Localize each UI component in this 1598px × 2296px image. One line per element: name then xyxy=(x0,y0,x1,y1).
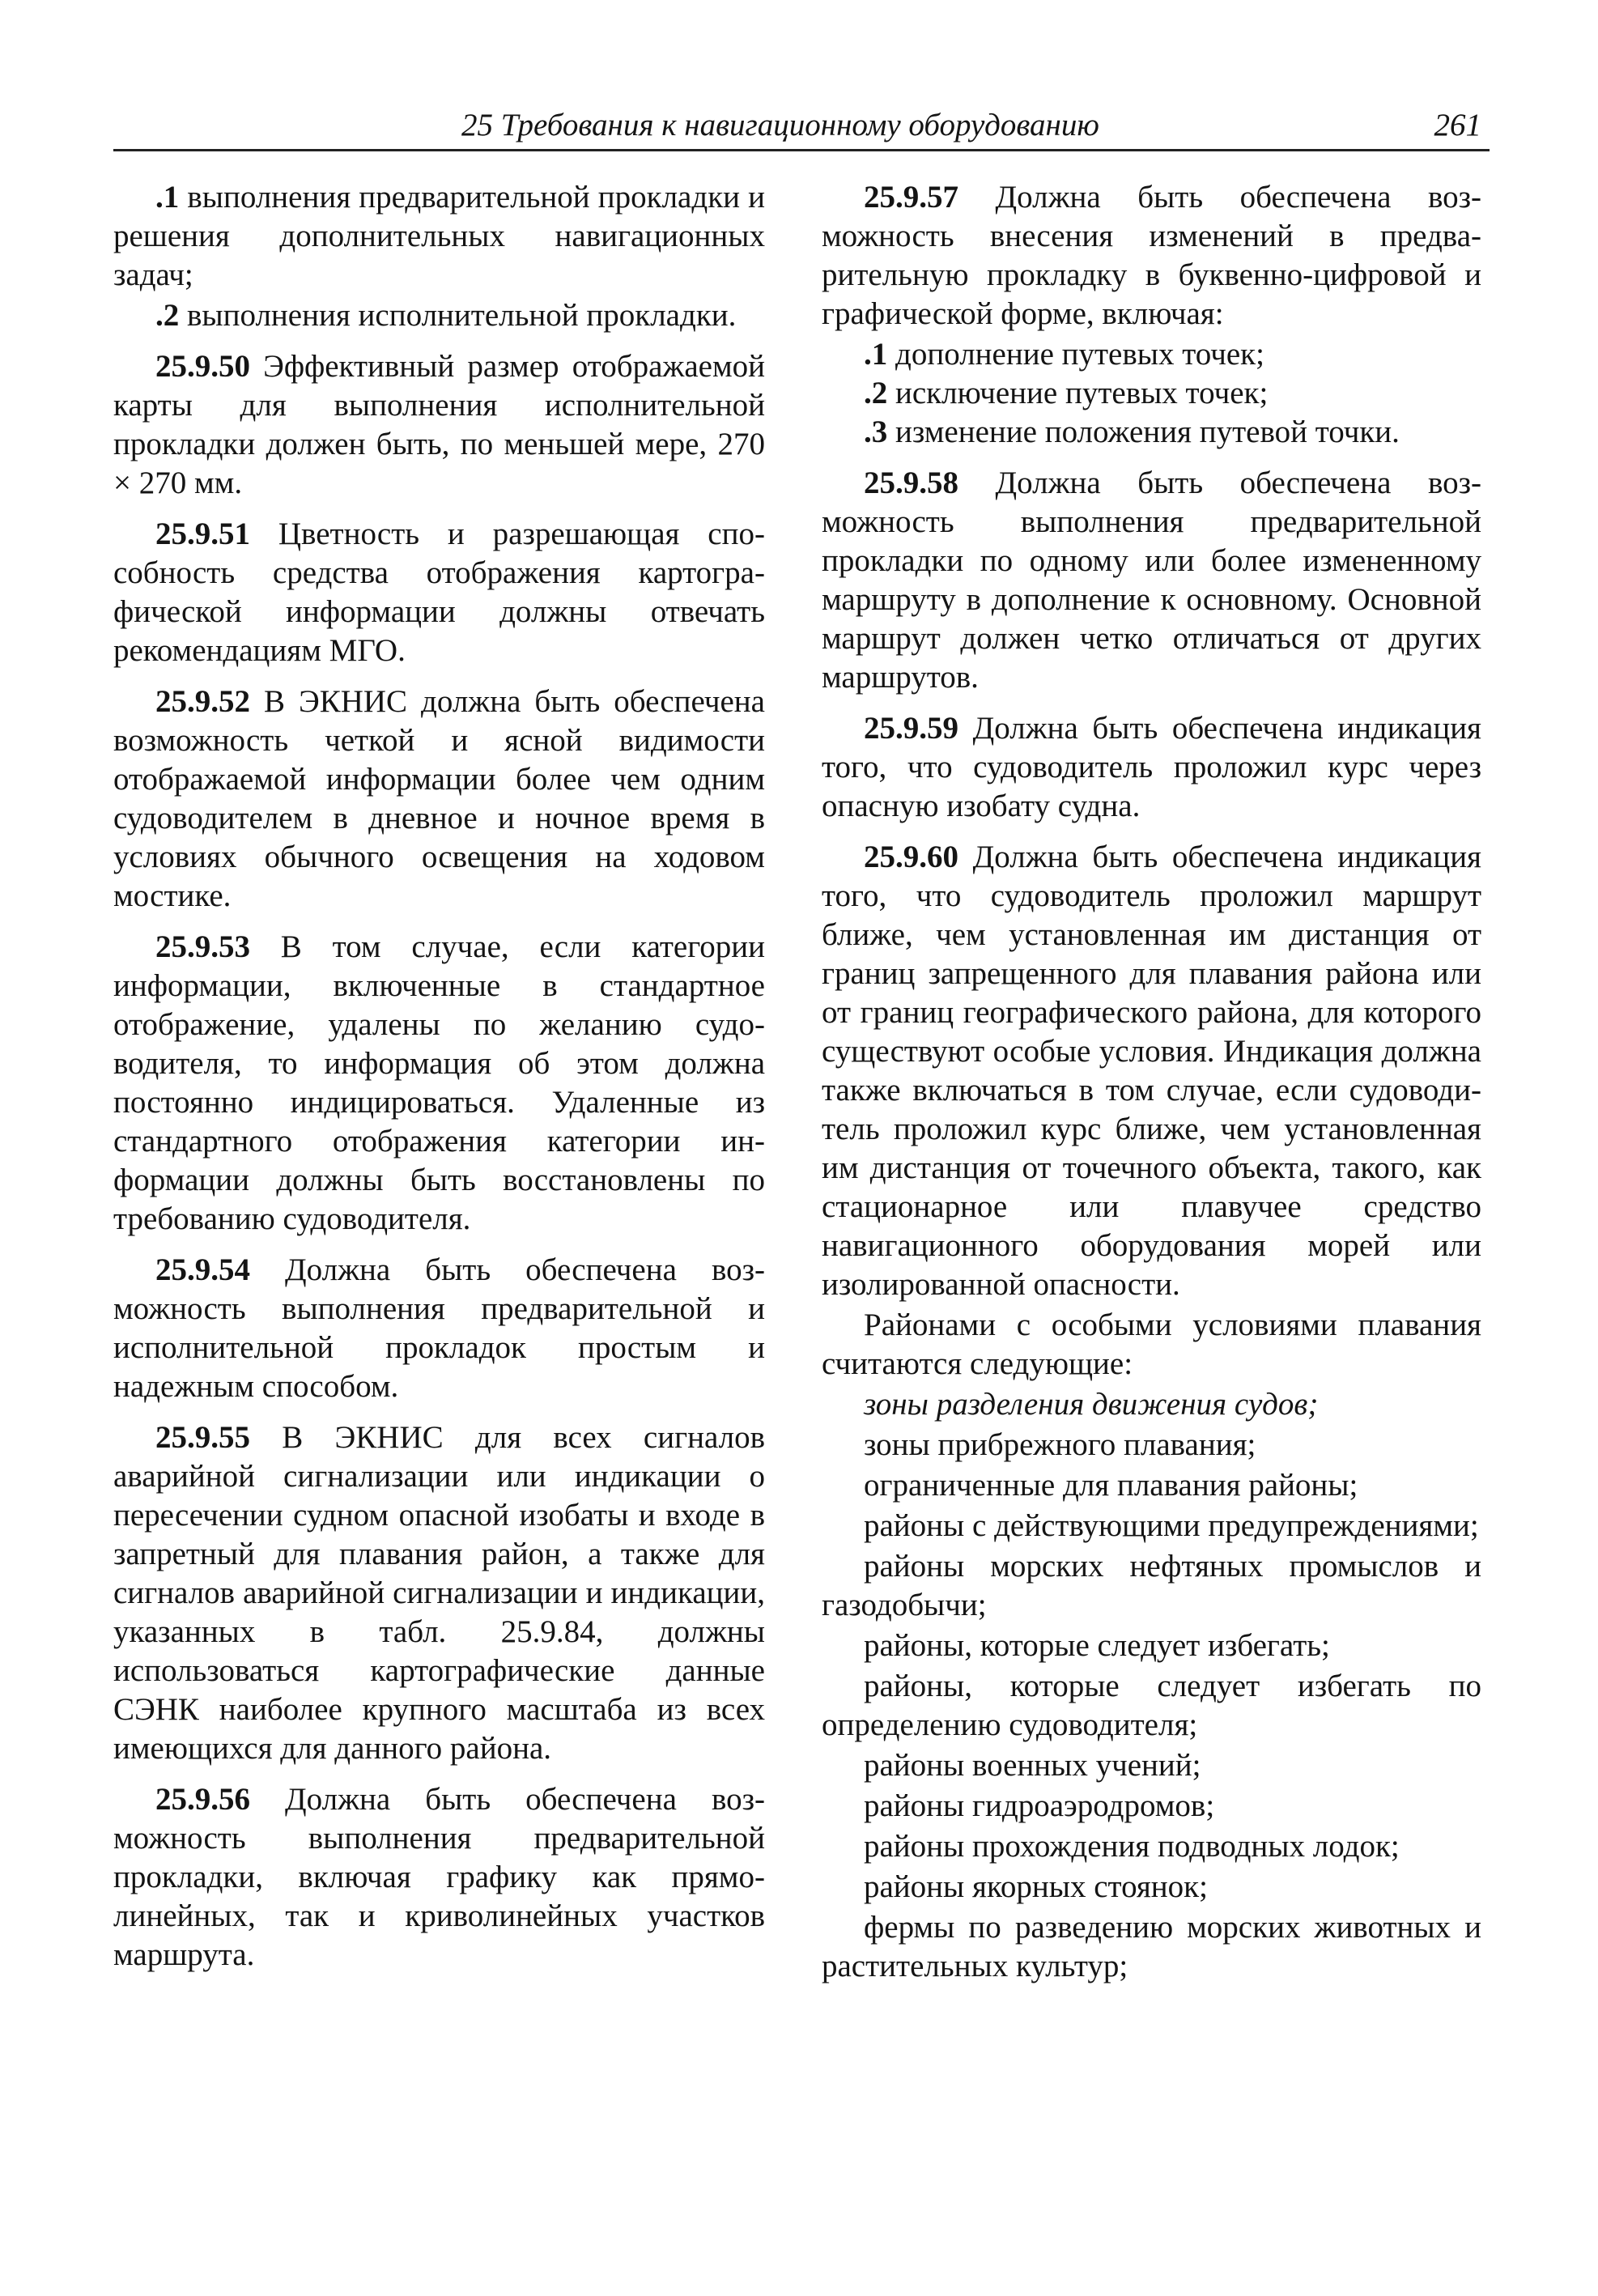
area-item: районы гидроаэродромов; xyxy=(864,1788,1215,1823)
paragraph-text: Должна быть обеспечена возможность выполнения предварительной прокладки, включая графику как прямолинейных, так и криволинейных участков маршрута. xyxy=(113,1782,765,1972)
list-item xyxy=(113,296,765,335)
item-text: изменение положения путевой точки. xyxy=(887,415,1400,449)
area-item: фермы по разведению морских животных и растительных культур; xyxy=(822,1910,1481,1983)
paragraph-text: Должна быть обеспечена возможность выполнения предварительной прокладки по одному или более измененному маршруту в дополнение к основному. Основной маршрут должен четко отличаться от других маршрутов. xyxy=(822,466,1481,695)
item-number: .1 xyxy=(155,180,180,215)
paragraph-text: В ЭКНИС должна быть обеспечена возможность четкой и ясной видимости отображаемой информации более чем одним судоводителем в дневное и ночное время в условиях обычного освещения на ходовом мостике. xyxy=(113,684,765,913)
item-number: .3 xyxy=(864,415,888,449)
area-item: районы с действующими предупреждениями; xyxy=(864,1508,1479,1543)
list-item xyxy=(113,178,765,295)
item-number: .1 xyxy=(864,337,888,372)
paragraph-25-9-56 xyxy=(113,1780,765,1975)
chapter-title: 25 Требования к навигационному оборудованию xyxy=(461,108,1099,142)
area-item: районы, которые следует избегать по определению судоводителя; xyxy=(822,1669,1481,1742)
paragraph-number: 25.9.50 xyxy=(155,349,250,384)
area-item: районы якорных стоянок; xyxy=(864,1869,1208,1904)
item-text: выполнения исполнительной прокладки. xyxy=(179,298,737,333)
paragraph-25-9-57 xyxy=(822,178,1481,334)
paragraph-number: 25.9.52 xyxy=(155,684,250,719)
list-item xyxy=(822,335,1481,374)
paragraph-text: Эффективный размер отображаемой карты для выполнения исполнительной прокладки должен быть, по меньшей мере, 270 × 270 мм. xyxy=(113,349,765,500)
paragraph-25-9-58 xyxy=(822,464,1481,697)
area-item: зоны прибрежного плавания; xyxy=(864,1427,1256,1462)
paragraph-number: 25.9.60 xyxy=(864,840,958,874)
list-item xyxy=(822,374,1481,413)
paragraph-25-9-53 xyxy=(113,928,765,1239)
item-text: дополнение путевых точек; xyxy=(887,337,1264,372)
paragraph-number: 25.9.59 xyxy=(864,711,958,746)
paragraph-text: В том случае, если категории информации, включенные в стандартное отображение, удалены по желанию судоводителя, то информация об этом должна постоянно индицироваться. Удаленные из стандартного отображения категории информации должны быть восстановлены по требованию судоводителя. xyxy=(113,929,765,1236)
paragraph-text: Должна быть обеспечена возможность выполнения предварительной и исполнительной прокладок простым и надежным способом. xyxy=(113,1252,765,1404)
paragraph-text: Должна быть обеспечена индикация того, что судоводитель проложил курс через опасную изобату судна. xyxy=(822,711,1481,823)
area-item: зоны разделения движения судов; xyxy=(864,1387,1319,1422)
item-text: выполнения предварительной прокладки и решения дополнительных навигационных задач; xyxy=(113,180,765,292)
paragraph-number: 25.9.56 xyxy=(155,1782,250,1817)
area-item: районы военных учений; xyxy=(864,1748,1201,1783)
paragraph-number: 25.9.57 xyxy=(864,180,958,215)
paragraph-25-9-50 xyxy=(113,347,765,503)
area-item: районы, которые следует избегать; xyxy=(864,1628,1330,1663)
paragraph-number: 25.9.55 xyxy=(155,1420,250,1455)
item-text: исключение путевых точек; xyxy=(887,376,1269,410)
paragraph-25-9-52 xyxy=(113,682,765,916)
area-item: ограниченные для плавания районы; xyxy=(864,1468,1358,1503)
paragraph-text: В ЭКНИС для всех сигналов аварийной сигнализации или индикации о пересечении судном опасной изобаты и входе в запретный для плавания район, а также для сигналов аварийной сигнализации и индикации, указанных в табл. 25.9.84, должны использоваться картографические данные СЭНК наиболее крупного масштаба из всех имеющихся для данного района. xyxy=(113,1420,765,1766)
page-number: 261 xyxy=(1434,108,1481,142)
running-header xyxy=(113,107,1490,151)
paragraph-number: 25.9.58 xyxy=(864,466,958,500)
paragraph-25-9-59 xyxy=(822,709,1481,826)
list-item xyxy=(822,413,1481,452)
paragraph-text: Должна быть обеспечена индикация того, что судоводитель проложил маршрут ближе, чем установленная им дистанция от границ запрещенного для плавания района или от границ географического района, для которого существуют особые условия. Индикация должна также включаться в том случае, если судоводитель проложил курс ближе, чем установленная им дистанция от точечного объекта, такого, как стационарное или плавучее средство навигационного оборудования морей или изолированной опасности. xyxy=(822,840,1481,1302)
paragraph-text: Должна быть обеспечена возможность внесения изменений в предварительную прокладку в буквенно-цифровой и графической форме, включая: xyxy=(822,180,1481,331)
area-item: районы морских нефтяных промыслов и газодобычи; xyxy=(822,1549,1481,1622)
item-number: .2 xyxy=(864,376,888,410)
paragraph-25-9-51 xyxy=(113,515,765,670)
paragraph-number: 25.9.53 xyxy=(155,929,250,964)
paragraph-25-9-54 xyxy=(113,1251,765,1406)
left-column xyxy=(113,178,765,1987)
right-column xyxy=(822,178,1481,1988)
paragraph-25-9-60 xyxy=(822,838,1481,1304)
paragraph-number: 25.9.51 xyxy=(155,517,250,551)
item-number: .2 xyxy=(155,298,180,333)
areas-intro: Районами с особыми условиями плавания считаются следующие: xyxy=(822,1307,1481,1381)
paragraph-text: Цветность и разрешающая способность средства отображения картографической информации должны отвечать рекомендациям МГО. xyxy=(113,517,765,668)
paragraph-number: 25.9.54 xyxy=(155,1252,250,1287)
paragraph-25-9-55 xyxy=(113,1418,765,1768)
area-item: районы прохождения подводных лодок; xyxy=(864,1829,1400,1864)
